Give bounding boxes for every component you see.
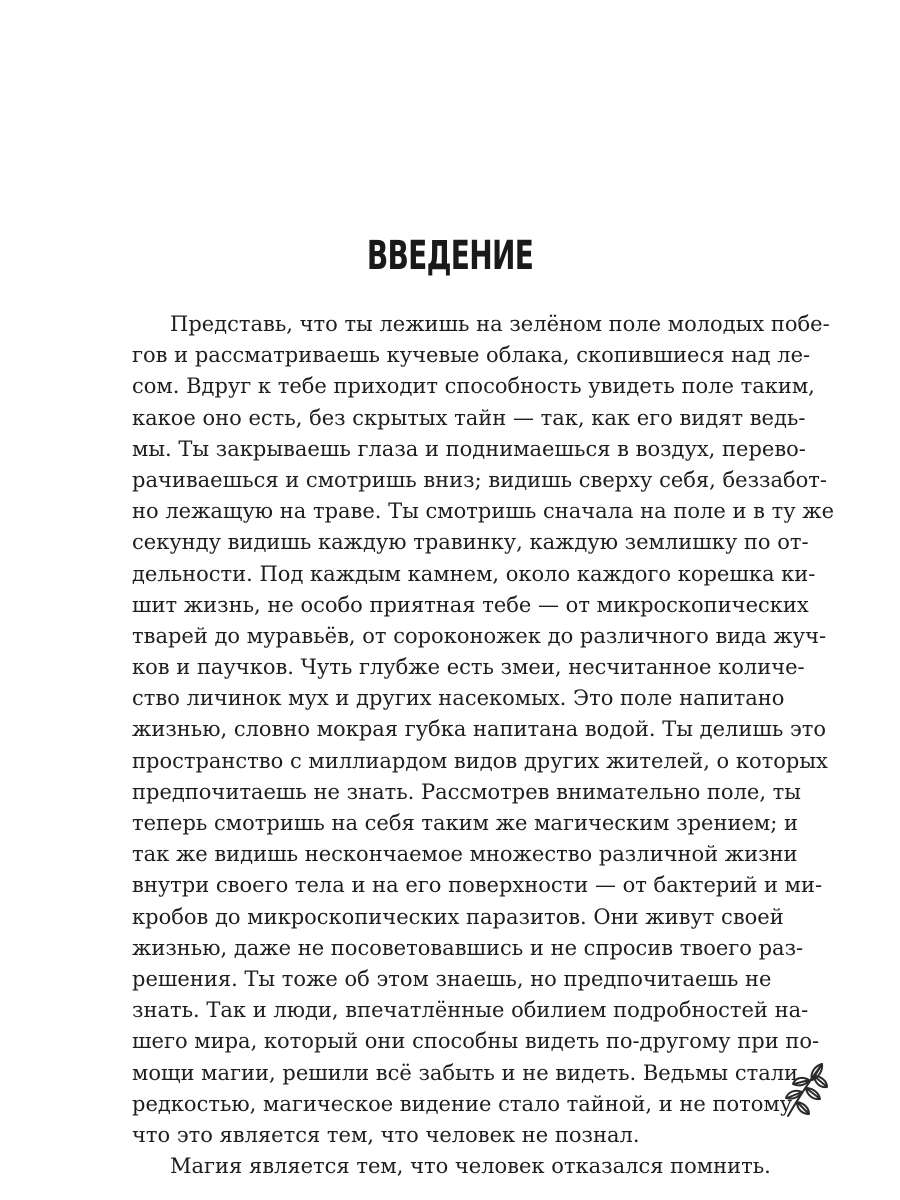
text-line: рачиваешься и смотришь вниз; видишь сверху себя, беззабот- — [132, 467, 828, 492]
body-text — [132, 309, 835, 1182]
text-line: так же видишь нескончаемое множество различной жизни — [132, 842, 798, 867]
text-line: жизнью, словно мокрая губка напитана водой. Ты делишь это — [132, 717, 826, 742]
text-line: теперь смотришь на себя таким же магическим зрением; и — [132, 811, 798, 835]
text-line: мощи магии, решили всё забыть и не видеть. Ведьмы стали — [132, 1060, 799, 1085]
text-line: жизнью, даже не посоветовавшись и не спросив твоего раз- — [132, 935, 804, 960]
text-line: знать. Так и люди, впечатлённые обилием подробностей на- — [132, 998, 809, 1023]
text-line: ство личинок мух и других насекомых. Это поле напитано — [132, 686, 785, 711]
text-line: кробов до микроскопических паразитов. Они живут своей — [132, 904, 784, 929]
text-line: что это является тем, что человек не познал. — [132, 1122, 640, 1147]
text-line: Представь, что ты лежишь на зелёном поле молодых побе- — [170, 312, 830, 336]
text-line: гов и рассматриваешь кучевые облака, скопившиеся над ле- — [132, 343, 811, 368]
text-line: Магия является тем, что человек отказался помнить. — [170, 1154, 771, 1179]
chapter-title: ВВЕДЕНИЕ — [366, 233, 534, 279]
text-line: какое оно есть, без скрытых тайн — так, как его видят ведь- — [132, 405, 806, 430]
text-line: тварей до муравьёв, от сороконожек до различного вида жуч- — [132, 623, 827, 648]
text-line: предпочитаешь не знать. Рассмотрев внимательно поле, ты — [132, 779, 802, 804]
text-line: внутри своего тела и на его поверхности — от бактерий и ми- — [132, 873, 823, 898]
text-line: сом. Вдруг к тебе приходит способность увидеть поле таким, — [132, 374, 815, 399]
text-line: шит жизнь, не особо приятная тебе — от микроскопических — [132, 592, 809, 617]
text-line: редкостью, магическое видение стало тайной, и не потому — [132, 1091, 793, 1116]
text-line: решения. Ты тоже об этом знаешь, но предпочитаешь не — [132, 966, 772, 991]
text-line: мы. Ты закрываешь глаза и поднимаешься в воздух, перево- — [132, 436, 806, 461]
text-line: ков и паучков. Чуть глубже есть змеи, несчитанное количе- — [132, 655, 805, 680]
leaf-sprig-icon — [778, 1058, 834, 1120]
text-line: секунду видишь каждую травинку, каждую землишку по от- — [132, 530, 809, 555]
text-line: дельности. Под каждым камнем, около каждого корешка ки- — [132, 561, 816, 586]
text-line: но лежащую на траве. Ты смотришь сначала на поле и в ту же — [132, 499, 835, 524]
text-line: шего мира, который они способны видеть по-другому при по- — [132, 1029, 820, 1054]
text-line: пространство с миллиардом видов других жителей, о которых — [132, 748, 828, 773]
